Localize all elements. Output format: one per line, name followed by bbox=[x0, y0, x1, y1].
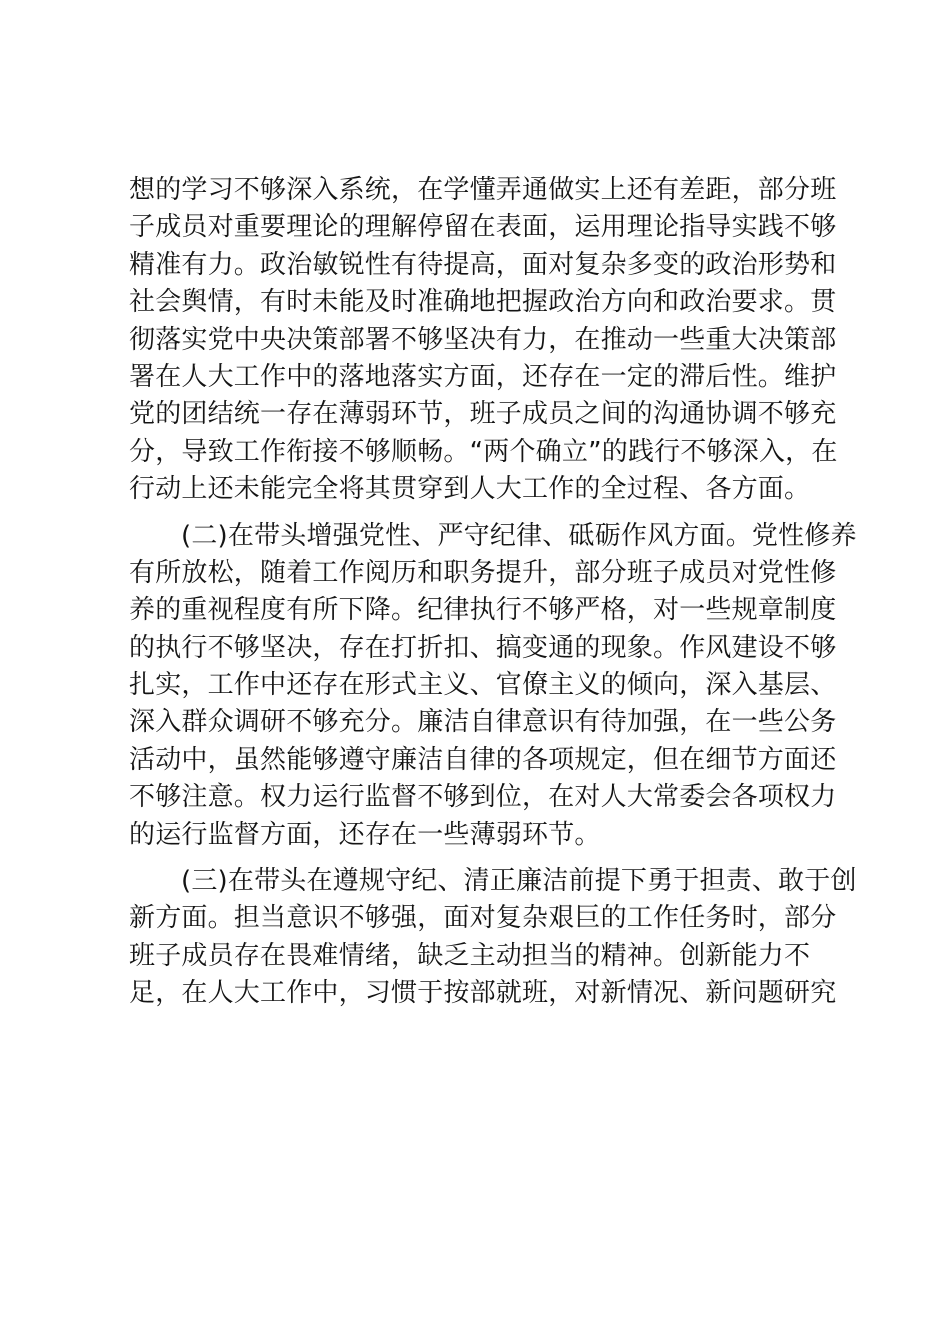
paragraph-2 bbox=[129, 518, 857, 855]
text-line: 活动中，虽然能够遵守廉洁自律的各项规定，但在细节方面还 bbox=[129, 744, 837, 775]
text-line: 社会舆情，有时未能及时准确地把握政治方向和政治要求。贯 bbox=[129, 287, 837, 318]
text-line: 党的团结统一存在薄弱环节，班子成员之间的沟通协调不够充 bbox=[129, 399, 837, 430]
text-line: (二)在带头增强党性、严守纪律、砥砺作风方面。党性修养 bbox=[181, 520, 857, 551]
text-line: 行动上还未能完全将其贯穿到人大工作的全过程、各方面。 bbox=[129, 474, 811, 505]
text-line: 精准有力。政治敏锐性有待提高，面对复杂多变的政治形势和 bbox=[129, 249, 837, 280]
paragraph-3 bbox=[129, 863, 857, 1013]
text-line: 班子成员存在畏难情绪，缺乏主动担当的精神。创新能力不 bbox=[129, 940, 811, 971]
text-line: 足，在人大工作中，习惯于按部就班，对新情况、新问题研究 bbox=[129, 978, 837, 1009]
text-line: 有所放松，随着工作阅历和职务提升，部分班子成员对党性修 bbox=[129, 557, 837, 588]
text-line: 不够注意。权力运行监督不够到位，在对人大常委会各项权力 bbox=[129, 782, 837, 813]
text-line: 想的学习不够深入系统，在学懂弄通做实上还有差距，部分班 bbox=[129, 175, 837, 205]
text-line: 子成员对重要理论的理解停留在表面，运用理论指导实践不够 bbox=[129, 212, 837, 243]
text-line: 的运行监督方面，还存在一些薄弱环节。 bbox=[129, 819, 601, 850]
body-text bbox=[129, 172, 857, 1013]
text-line: 署在人大工作中的落地落实方面，还存在一定的滞后性。维护 bbox=[129, 361, 837, 392]
text-line: 彻落实党中央决策部署不够坚决有力，在推动一些重大决策部 bbox=[129, 324, 837, 355]
text-line: 深入群众调研不够充分。廉洁自律意识有待加强，在一些公务 bbox=[129, 707, 837, 738]
text-line: 扎实，工作中还存在形式主义、官僚主义的倾向，深入基层、 bbox=[129, 670, 837, 701]
text-line: 分，导致工作衔接不够顺畅。“两个确立”的践行不够深入，在 bbox=[129, 436, 838, 467]
text-line: 的执行不够坚决，存在打折扣、搞变通的现象。作风建设不够 bbox=[129, 632, 837, 663]
text-line: (三)在带头在遵规守纪、清正廉洁前提下勇于担责、敢于创 bbox=[181, 866, 857, 897]
paragraph-1 bbox=[129, 172, 838, 509]
text-line: 养的重视程度有所下降。纪律执行不够严格，对一些规章制度 bbox=[129, 595, 837, 626]
text-line: 新方面。担当意识不够强，面对复杂艰巨的工作任务时，部分 bbox=[129, 903, 837, 934]
